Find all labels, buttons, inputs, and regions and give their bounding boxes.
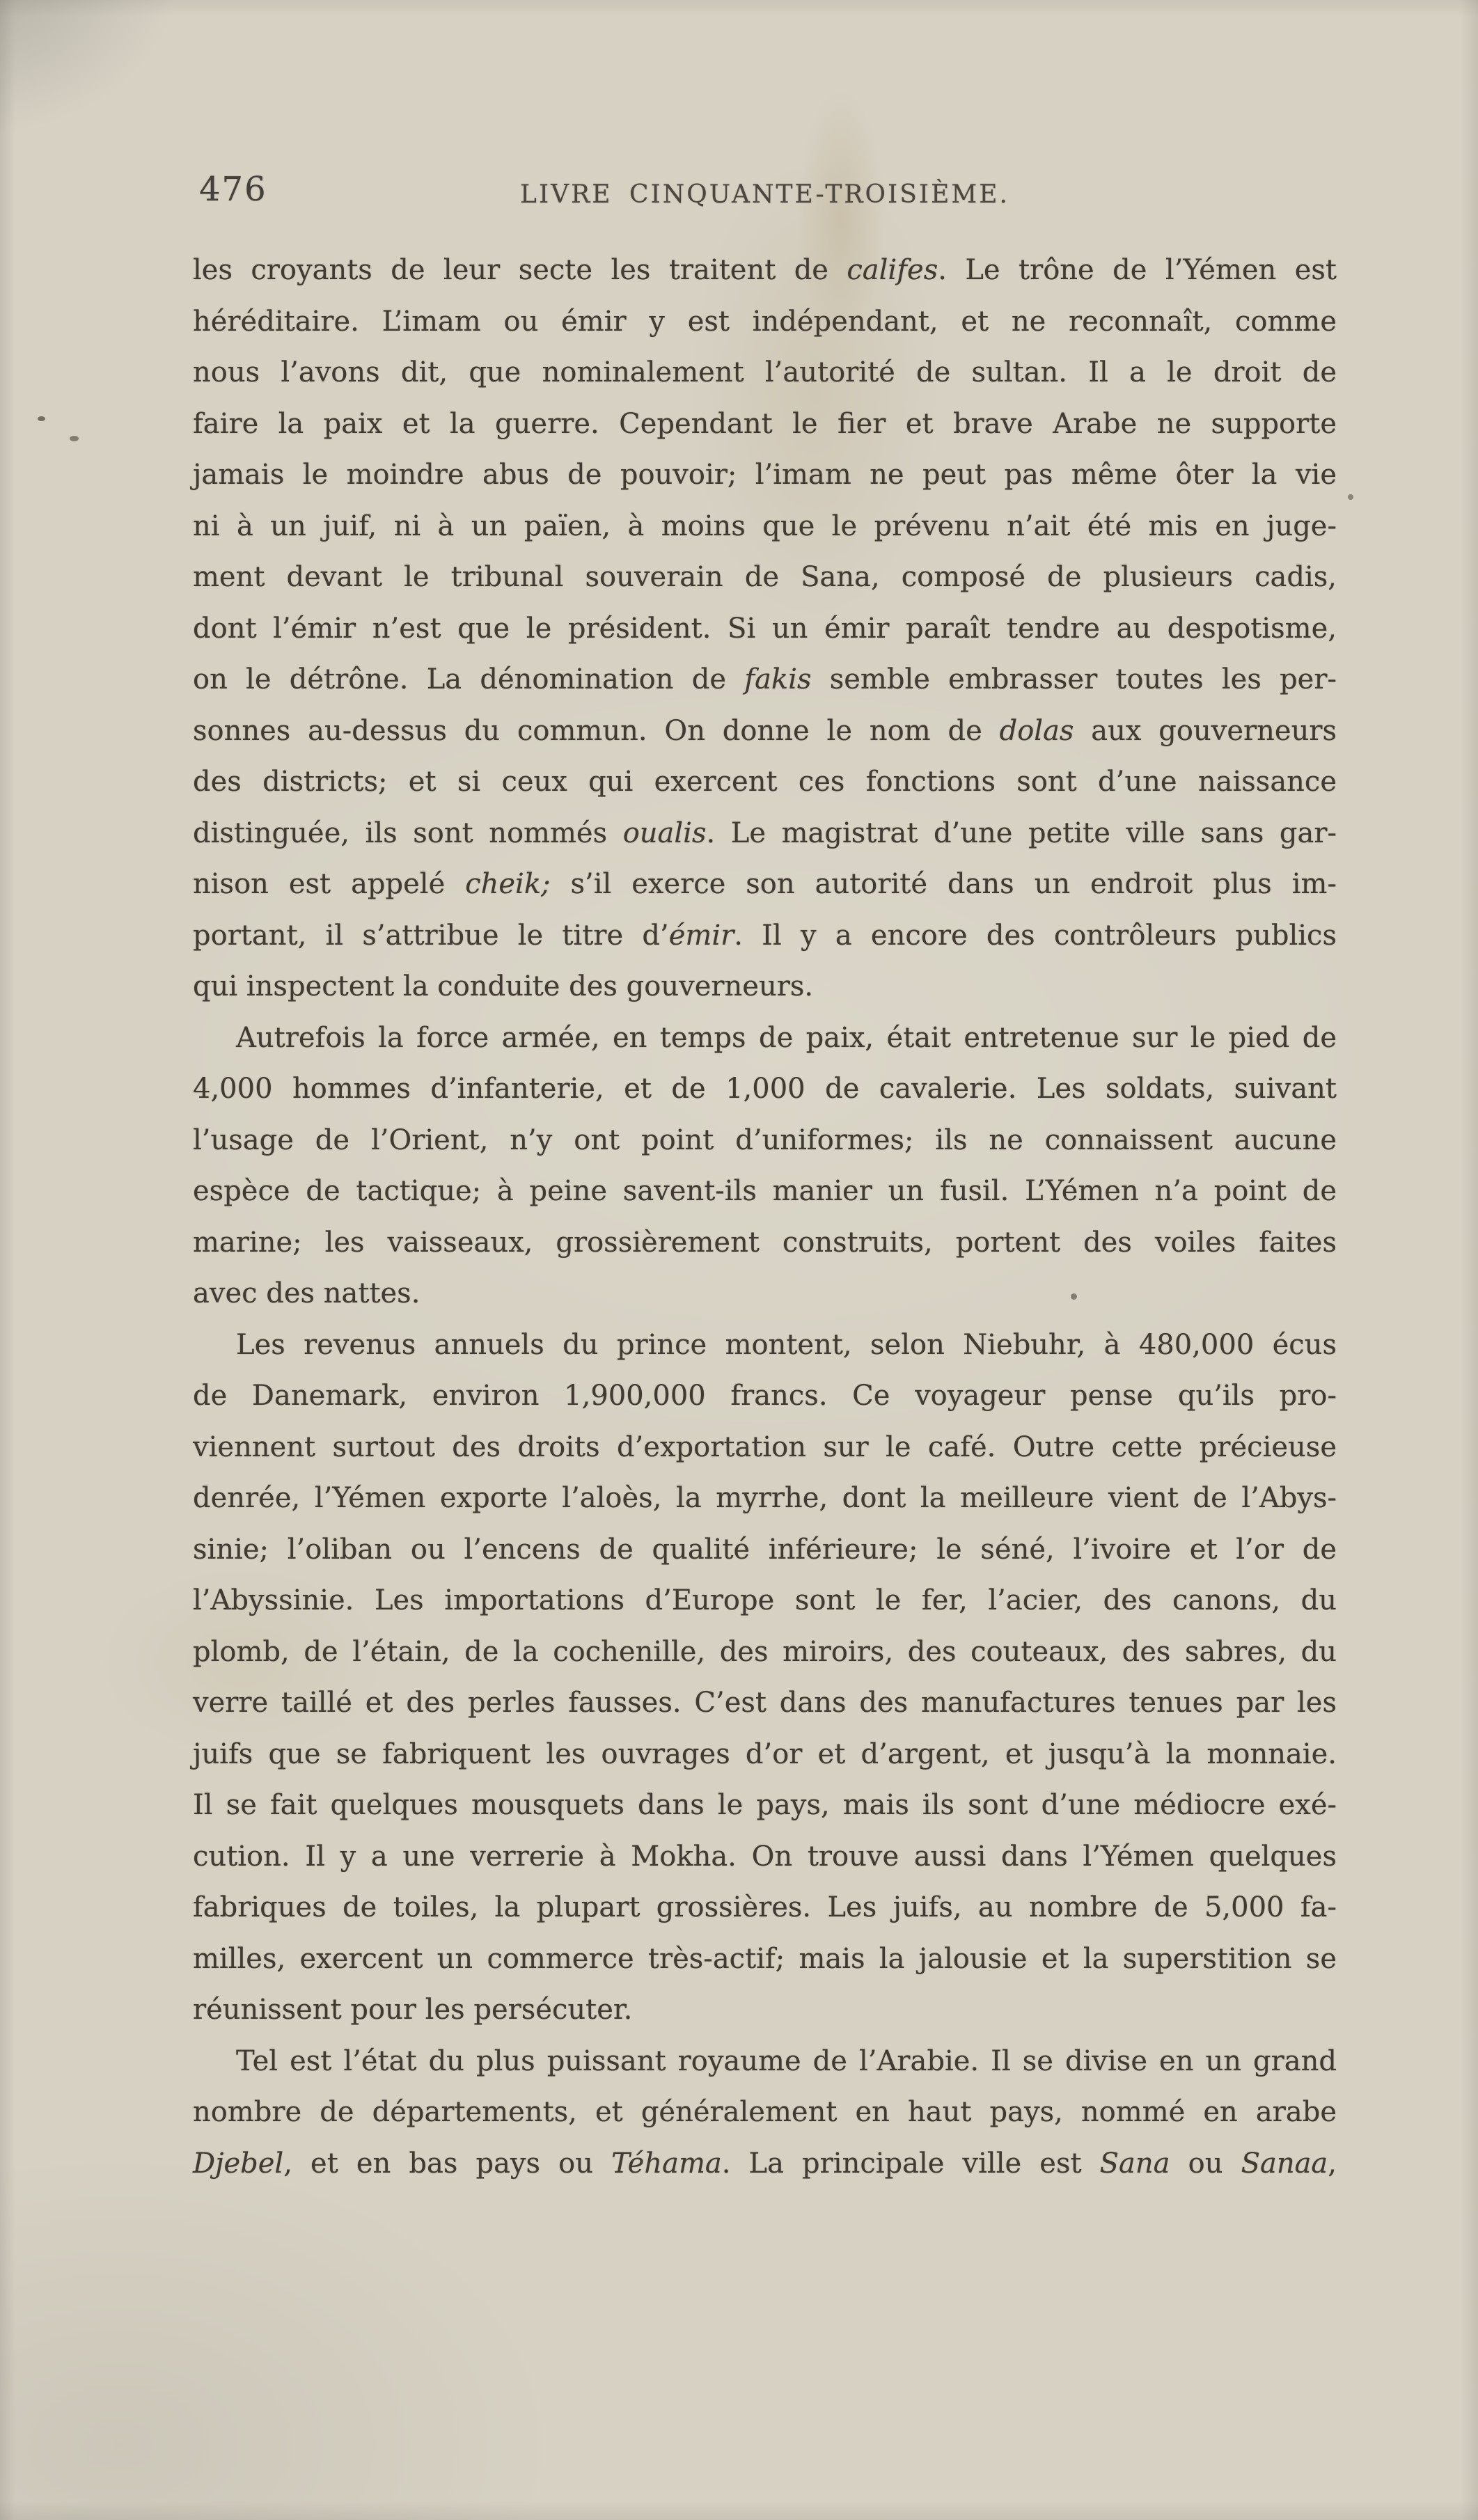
ink-speck xyxy=(38,416,45,421)
ink-speck xyxy=(1348,494,1353,500)
text-line: denrée, l’Yémen exporte l’aloès, la myrrhe, dont la meilleure vient de l’Abys- xyxy=(193,1482,1337,1514)
text-line: ni à un juif, ni à un païen, à moins que le prévenu n’ait été mis en juge- xyxy=(193,510,1337,542)
text-line: nous l’avons dit, que nominalement l’autorité de sultan. Il a le droit de xyxy=(193,356,1337,388)
running-header: LIVRE CINQUANTE-TROISIÈME. xyxy=(520,180,1009,209)
text-line: les croyants de leur secte les traitent de califes. Le trône de l’Yémen est xyxy=(193,254,1337,286)
page-number: 476 xyxy=(199,170,267,209)
text-line: verre taillé et des perles fausses. C’est dans des manufactures tenues par les xyxy=(193,1687,1337,1719)
text-line: fabriques de toiles, la plupart grossières. Les juifs, au nombre de 5,000 fa- xyxy=(193,1891,1337,1923)
text-line: dont l’émir n’est que le président. Si un émir paraît tendre au despotisme, xyxy=(193,612,1337,645)
page-text xyxy=(193,245,1337,2189)
text-line: Les revenus annuels du prince montent, selon Niebuhr, à 480,000 écus xyxy=(236,1328,1337,1361)
text-line: plomb, de l’étain, de la cochenille, des miroirs, des couteaux, des sabres, du xyxy=(193,1635,1337,1668)
text-line: Autrefois la force armée, en temps de paix, était entretenue sur le pied de xyxy=(236,1021,1337,1054)
text-line: ment devant le tribunal souverain de Sana, composé de plusieurs cadis, xyxy=(193,561,1337,593)
text-line: marine; les vaisseaux, grossièrement construits, portent des voiles faites xyxy=(193,1226,1337,1259)
text-line: réunissent pour les persécuter. xyxy=(193,1994,633,2026)
text-line: viennent surtout des droits d’exportation sur le café. Outre cette précieuse xyxy=(193,1431,1337,1463)
text-line: cution. Il y a une verrerie à Mokha. On trouve aussi dans l’Yémen quelques xyxy=(193,1840,1337,1873)
ink-speck xyxy=(70,436,79,441)
text-line: héréditaire. L’imam ou émir y est indépendant, et ne reconnaît, comme xyxy=(193,305,1337,338)
text-line: Il se fait quelques mousquets dans le pays, mais ils sont d’une médiocre exé- xyxy=(193,1789,1337,1821)
text-line: Djebel, et en bas pays ou Téhama. La principale ville est Sana ou Sanaa, xyxy=(193,2147,1337,2180)
text-line: de Danemark, environ 1,900,000 francs. Ce voyageur pense qu’ils pro- xyxy=(193,1380,1337,1412)
text-line: l’usage de l’Orient, n’y ont point d’uniformes; ils ne connaissent aucune xyxy=(193,1124,1337,1156)
text-line: jamais le moindre abus de pouvoir; l’imam ne peut pas même ôter la vie xyxy=(193,459,1337,491)
text-line: nombre de départements, et généralement en haut pays, nommé en arabe xyxy=(193,2096,1337,2128)
text-line: sonnes au-dessus du commun. On donne le nom de dolas aux gouverneurs xyxy=(193,714,1337,747)
text-line: nison est appelé cheik; s’il exerce son autorité dans un endroit plus im- xyxy=(193,868,1337,900)
text-line: faire la paix et la guerre. Cependant le fier et brave Arabe ne supporte xyxy=(193,407,1337,440)
ink-speck xyxy=(1071,1293,1077,1300)
text-line: qui inspectent la conduite des gouverneurs. xyxy=(193,970,814,1002)
text-line: on le détrône. La dénomination de fakis semble embrasser toutes les per- xyxy=(193,663,1337,695)
text-line: milles, exercent un commerce très-actif; mais la jalousie et la superstition se xyxy=(193,1942,1337,1975)
text-line: avec des nattes. xyxy=(193,1277,420,1309)
text-line: portant, il s’attribue le titre d’émir. Il y a encore des contrôleurs publics xyxy=(193,919,1337,952)
text-line: Tel est l’état du plus puissant royaume de l’Arabie. Il se divise en un grand xyxy=(236,2045,1337,2077)
text-line: des districts; et si ceux qui exercent ces fonctions sont d’une naissance xyxy=(193,766,1337,798)
text-line: sinie; l’oliban ou l’encens de qualité inférieure; le séné, l’ivoire et l’or de xyxy=(193,1533,1337,1566)
text-line: l’Abyssinie. Les importations d’Europe sont le fer, l’acier, des canons, du xyxy=(193,1584,1337,1616)
text-line: juifs que se fabriquent les ouvrages d’or et d’argent, et jusqu’à la monnaie. xyxy=(193,1738,1337,1770)
text-line: espèce de tactique; à peine savent-ils manier un fusil. L’Yémen n’a point de xyxy=(193,1175,1337,1207)
text-line: 4,000 hommes d’infanterie, et de 1,000 de cavalerie. Les soldats, suivant xyxy=(193,1073,1337,1105)
text-line: distinguée, ils sont nommés oualis. Le magistrat d’une petite ville sans gar- xyxy=(193,817,1337,849)
